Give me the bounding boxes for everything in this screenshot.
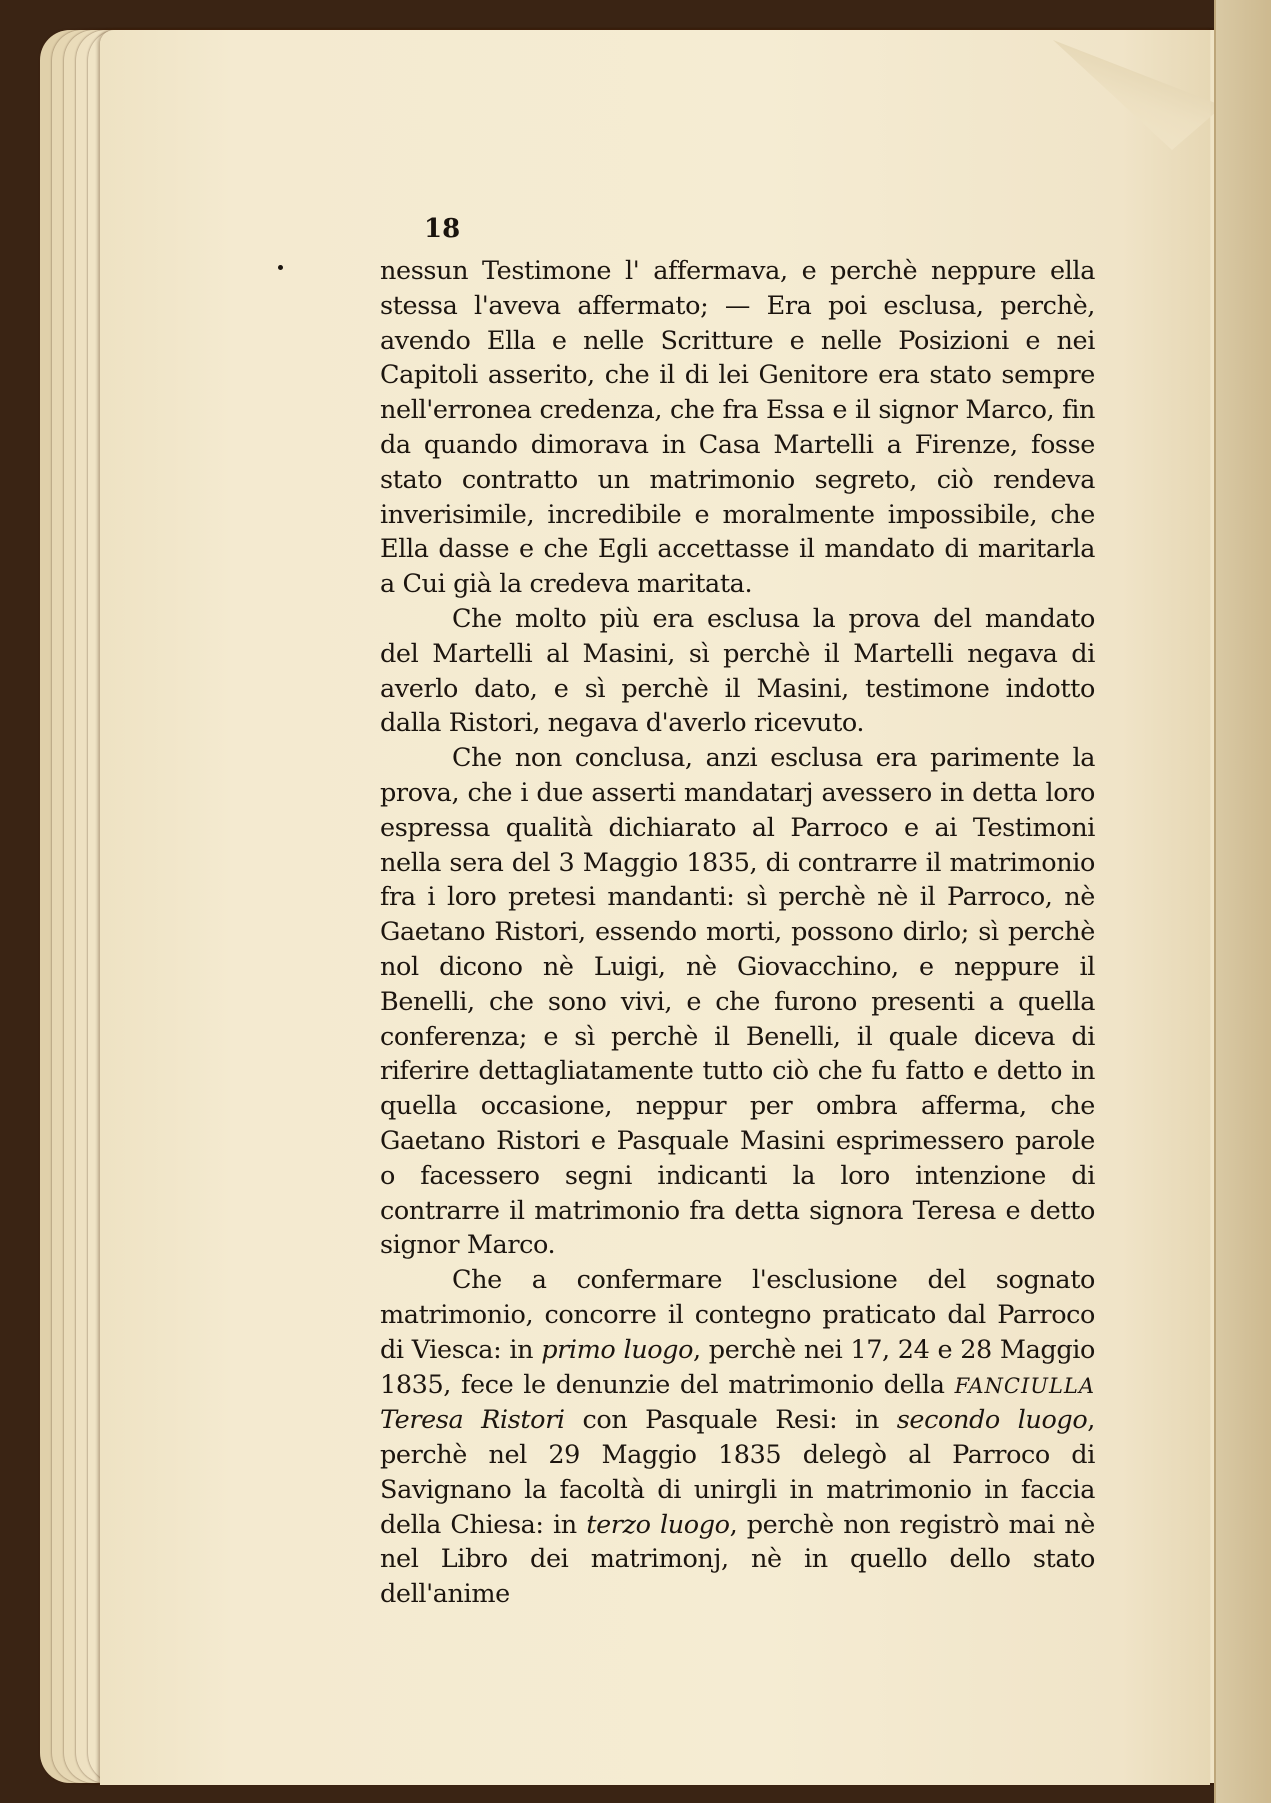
ink-dot: [278, 265, 283, 270]
page-number: 18: [424, 214, 461, 244]
text-run: con Pasquale Resi: in: [564, 1405, 897, 1436]
italic-phrase: primo luogo: [541, 1334, 694, 1365]
text-run: , perchè non registrò mai nè nel Libro dei matrimonj, nè in quello dello stato dell'anime: [380, 1509, 1095, 1610]
italic-phrase: secondo luogo: [896, 1405, 1088, 1436]
text-run: Che a confermare l'esclusione del sognato matrimonio, concorre il contegno praticato dal Parroco di Viesca: in: [380, 1265, 1095, 1365]
paragraph-1: nessun Testimone l' affermava, e perchè neppure ella stessa l'aveva affermato; — Era poi esclusa, perchè, avendo Ella e nelle Scritture e nelle Posizioni e nei Capitoli asserito, che il di lei Genitore era stato sempre nell'erronea credenza, che fra Essa e il signor Marco, fin da quando dimorava in Casa Martelli a Firenze, fosse stato contratto un matrimonio segreto, ciò rendeva inverisimile, incredibile e moralmente impossibile, che Ella dasse e che Egli accettasse il mandato di maritarla a Cui già la credeva maritata.: [380, 256, 1095, 600]
italic-phrase: Teresa Ristori: [380, 1405, 565, 1436]
paragraph-2: Che molto più era esclusa la prova del mandato del Martelli al Masini, sì perchè il Martelli negava di averlo dato, e sì perchè il Masini, testimone indotto dalla Ristori, negava d'averlo ricevuto.: [380, 603, 1095, 739]
small-caps-phrase: FANCIULLA: [954, 1373, 1095, 1398]
italic-phrase: terzo luogo: [586, 1509, 730, 1540]
body-text: [380, 254, 1095, 1612]
text-run: , perchè nel 29 Maggio 1835 delegò al Parroco di Savignano la facoltà di unirgli in matrimonio in faccia della Chiesa: in: [380, 1405, 1095, 1540]
paragraph-4: [380, 1263, 1095, 1612]
text-run: , perchè nei 17, 24 e 28 Maggio 1835, fece le denunzie del matrimonio della: [380, 1334, 1095, 1400]
next-page-edge: [1214, 0, 1271, 1803]
paragraph-3: Che non conclusa, anzi esclusa era parimente la prova, che i due asserti mandatarj avessero in detta loro espressa qualità dichiarato al Parroco e ai Testimoni nella sera del 3 Maggio 1835, di contrarre il matrimonio fra i loro pretesi mandanti: sì perchè nè il Parroco, nè Gaetano Ristori, essendo morti, possono dirlo; sì perchè nol dicono nè Luigi, nè Giovacchino, e neppure il Benelli, che sono vivi, e che furono presenti a quella conferenza; e sì perchè il Benelli, il quale diceva di riferire dettagliatamente tutto ciò che fu fatto e detto in quella occasione, neppur per ombra afferma, che Gaetano Ristori e Pasquale Masini esprimessero parole o facessero segni indicanti la loro intenzione di contrarre il matrimonio fra detta signora Teresa e detto signor Marco.: [380, 743, 1095, 1261]
